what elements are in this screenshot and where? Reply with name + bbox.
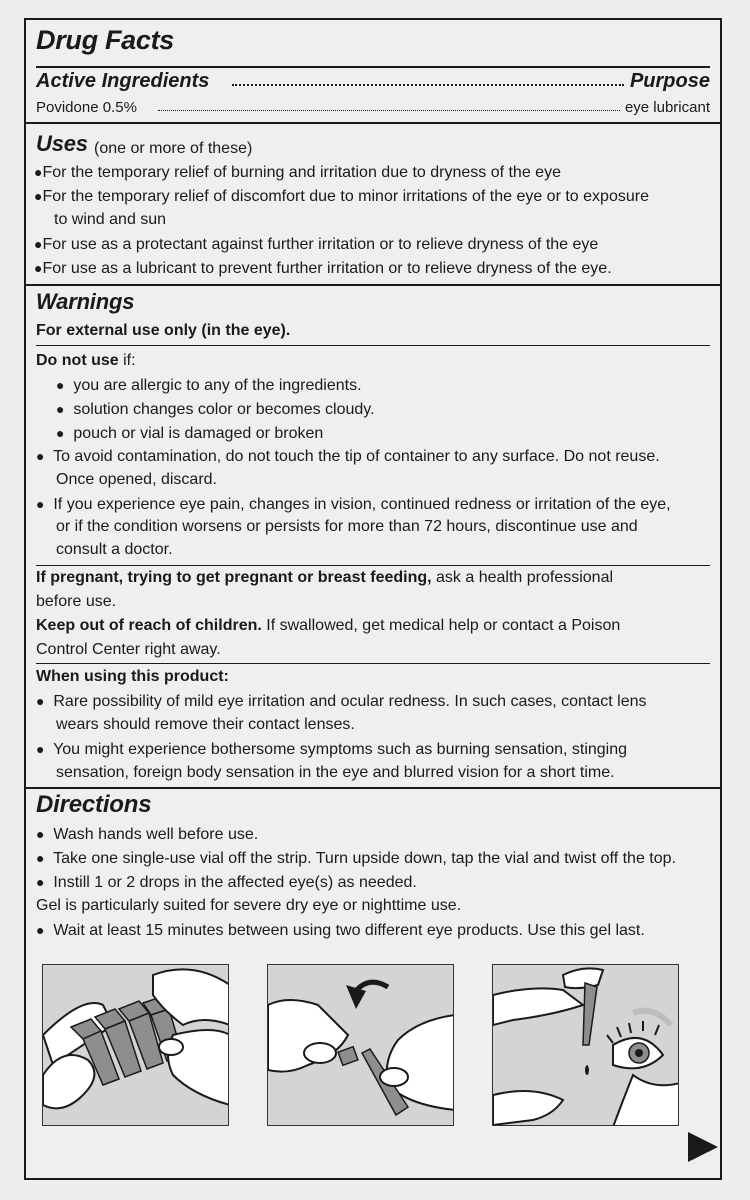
bullet-icon: ●: [34, 164, 43, 180]
bullet-icon: ●: [56, 401, 65, 417]
warning-item-eye-pain-cont-1: or if the condition worsens or persists for more than 72 hours, discontinue use and: [56, 518, 638, 535]
do-not-use-line: Do not use if:: [36, 352, 136, 369]
warnings-heading: Warnings: [36, 289, 135, 314]
warnings-rule-2: [36, 565, 710, 566]
warning-item-contamination: ● To avoid contamination, do not touch the tip of container to any surface. Do not reuse.: [36, 448, 660, 465]
section-divider-2: [26, 284, 720, 286]
uses-qualifier: (one or more of these): [94, 140, 253, 157]
illustration-instill-drops: [492, 964, 679, 1126]
do-not-use-item-1: ● you are allergic to any of the ingredients.: [56, 377, 362, 394]
uses-item-2-cont: to wind and sun: [54, 211, 167, 228]
warning-item-eye-pain-cont-2: consult a doctor.: [56, 541, 173, 558]
section-divider-1: [26, 122, 720, 124]
when-using-item-2: ● You might experience bothersome symptoms such as burning sensation, stinging: [36, 741, 628, 758]
ingredient-name: Povidone 0.5%: [36, 99, 137, 116]
when-using-heading: When using this product:: [36, 668, 229, 685]
active-ingredients-heading: Active Ingredients: [36, 70, 210, 92]
directions-item-1: ● Wash hands well before use.: [36, 826, 259, 843]
bullet-icon: ●: [36, 693, 45, 709]
do-not-use-item-3: ● pouch or vial is damaged or broken: [56, 425, 324, 442]
bullet-icon: ●: [36, 496, 45, 512]
illustration-twist-off: [267, 964, 454, 1126]
uses-item-3: ●For use as a protectant against further irritation or to relieve dryness of the eye: [34, 236, 599, 253]
next-arrow-icon: [688, 1132, 718, 1162]
external-use-text: For external use only (in the eye).: [36, 322, 291, 339]
bullet-icon: ●: [56, 425, 65, 441]
children-line-cont: Control Center right away.: [36, 641, 221, 658]
do-not-use-item-2: ● solution changes color or becomes cloudy.: [56, 401, 375, 418]
uses-item-1: ●For the temporary relief of burning and irritation due to dryness of the eye: [34, 164, 561, 181]
purpose-heading: Purpose: [629, 70, 710, 92]
children-line: Keep out of reach of children. If swallowed, get medical help or contact a Poison: [36, 617, 621, 634]
instill-drops-drawing: [493, 965, 679, 1126]
bullet-icon: ●: [36, 850, 45, 866]
warnings-rule-3: [36, 663, 710, 664]
bullet-icon: ●: [34, 260, 43, 276]
title-rule: [36, 66, 710, 68]
directions-note: Gel is particularly suited for severe dry eye or nighttime use.: [36, 897, 462, 914]
ingredient-purpose: eye lubricant: [624, 99, 710, 116]
twist-off-drawing: [268, 965, 454, 1126]
active-dot-leader: [232, 84, 624, 86]
when-using-item-1: ● Rare possibility of mild eye irritation and ocular redness. In such cases, contact lens: [36, 693, 647, 710]
when-using-item-1-cont: wears should remove their contact lenses.: [56, 716, 355, 733]
bullet-icon: ●: [36, 741, 45, 757]
pregnant-line-cont: before use.: [36, 593, 117, 610]
uses-heading: Uses: [36, 131, 88, 156]
section-divider-3: [26, 787, 720, 789]
warnings-rule-1: [36, 345, 710, 346]
bullet-icon: ●: [34, 188, 43, 204]
bullet-icon: ●: [36, 874, 45, 890]
drug-facts-title: Drug Facts: [36, 25, 175, 55]
uses-item-4: ●For use as a lubricant to prevent further irritation or to relieve dryness of the eye.: [34, 260, 612, 277]
directions-item-2: ● Take one single-use vial off the strip. Turn upside down, tap the vial and twist off the top.: [36, 850, 676, 867]
bullet-icon: ●: [34, 236, 43, 252]
directions-item-4: ● Wait at least 15 minutes between using two different eye products. Use this gel last.: [36, 922, 645, 939]
pregnant-line: If pregnant, trying to get pregnant or breast feeding, ask a health professional: [36, 569, 614, 586]
directions-heading: Directions: [36, 791, 152, 818]
uses-item-2: ●For the temporary relief of discomfort due to minor irritations of the eye or to exposure: [34, 188, 649, 205]
warning-item-contamination-cont: Once opened, discard.: [56, 471, 217, 488]
illustration-vial-strip: [42, 964, 229, 1126]
drug-facts-panel: [24, 18, 722, 1180]
warning-item-eye-pain: ● If you experience eye pain, changes in vision, continued redness or irritation of the eye,: [36, 496, 671, 513]
when-using-item-2-cont: sensation, foreign body sensation in the eye and blurred vision for a short time.: [56, 764, 615, 781]
bullet-icon: ●: [36, 448, 45, 464]
ingredient-dot-leader: [158, 110, 620, 111]
bullet-icon: ●: [36, 922, 45, 938]
bullet-icon: ●: [36, 826, 45, 842]
vial-strip-drawing: [43, 965, 229, 1126]
directions-item-3: ● Instill 1 or 2 drops in the affected eye(s) as needed.: [36, 874, 417, 891]
bullet-icon: ●: [56, 377, 65, 393]
